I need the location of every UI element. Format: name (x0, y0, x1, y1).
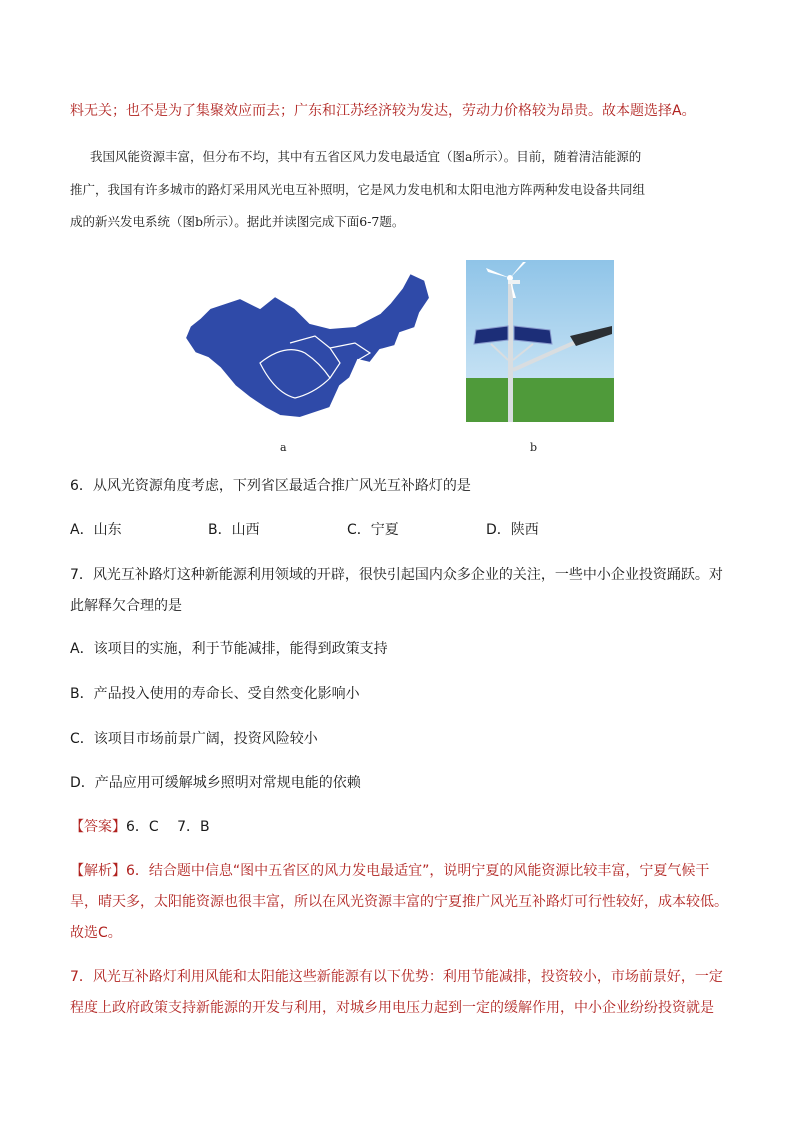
q6-option-c: C．宁夏 (347, 522, 399, 538)
analysis-line-2: 旱，晴天多，太阳能资源也很丰富，所以在风光资源丰富的宁夏推广风光互补路灯可行性较好，成本较低。 (70, 894, 728, 910)
q6-option-a: A．山东 (70, 522, 122, 538)
q7-option-b: B．产品投入使用的寿命长、受自然变化影响小 (70, 686, 360, 702)
analysis-line-5: 程度上政府政策支持新能源的开发与利用，对城乡用电压力起到一定的缓解作用，中小企业纷纷投资就是 (70, 1000, 714, 1016)
q7-stem-line-2: 此解释欠合理的是 (70, 598, 182, 614)
continued-analysis-line: 料无关；也不是为了集聚效应而去；广东和江苏经济较为发达，劳动力价格较为昂贵。故本题选择A。 (70, 103, 696, 119)
analysis-line-1 (70, 861, 709, 881)
answer-text: 6．C 7．B (126, 819, 210, 835)
figure-b-photo (466, 260, 614, 422)
q6-stem: 6．从风光资源角度考虑，下列省区最适合推广风光互补路灯的是 (70, 478, 471, 494)
q7-option-a: A．该项目的实施，利于节能减排，能得到政策支持 (70, 641, 388, 657)
map-shape (185, 273, 430, 418)
grass (466, 378, 614, 422)
analysis-q6-text-1: 6．结合题中信息“图中五省区的风力发电最适宜”，说明宁夏的风能资源比较丰富，宁夏气候干 (126, 863, 710, 879)
lamp-pole (508, 280, 513, 422)
intro-line-3: 成的新兴发电系统（图b所示）。据此并读图完成下面6-7题。 (70, 214, 405, 229)
intro-line-1: 我国风能资源丰富，但分布不均，其中有五省区风力发电最适宜（图a所示）。目前，随着清洁能源的 (90, 149, 642, 164)
q7-stem-line-1: 7．风光互补路灯这种新能源利用领域的开辟，很快引起国内众多企业的关注，一些中小企业投资踊跃。对 (70, 567, 723, 583)
figure-a-caption: a (280, 441, 287, 454)
figure-b-caption: b (530, 441, 538, 454)
analysis-line-4: 7．风光互补路灯利用风能和太阳能这些新能源有以下优势：利用节能减排，投资较小，市场前景好，一定 (70, 969, 723, 985)
q6-option-d: D．陕西 (486, 522, 539, 538)
q7-option-c: C．该项目市场前景广阔，投资风险较小 (70, 731, 318, 747)
intro-line-2: 推广，我国有许多城市的路灯采用风光电互补照明，它是风力发电机和太阳电池方阵两种发电设备共同组 (70, 182, 646, 197)
answer-line (70, 817, 210, 837)
q7-option-d: D．产品应用可缓解城乡照明对常规电能的依赖 (70, 775, 361, 791)
q6-option-b: B．山西 (208, 522, 260, 538)
answer-tag: 【答案】 (70, 819, 126, 835)
analysis-tag: 【解析】 (70, 863, 126, 879)
figure-a-map (180, 268, 440, 428)
analysis-line-3: 故选C。 (70, 925, 122, 941)
